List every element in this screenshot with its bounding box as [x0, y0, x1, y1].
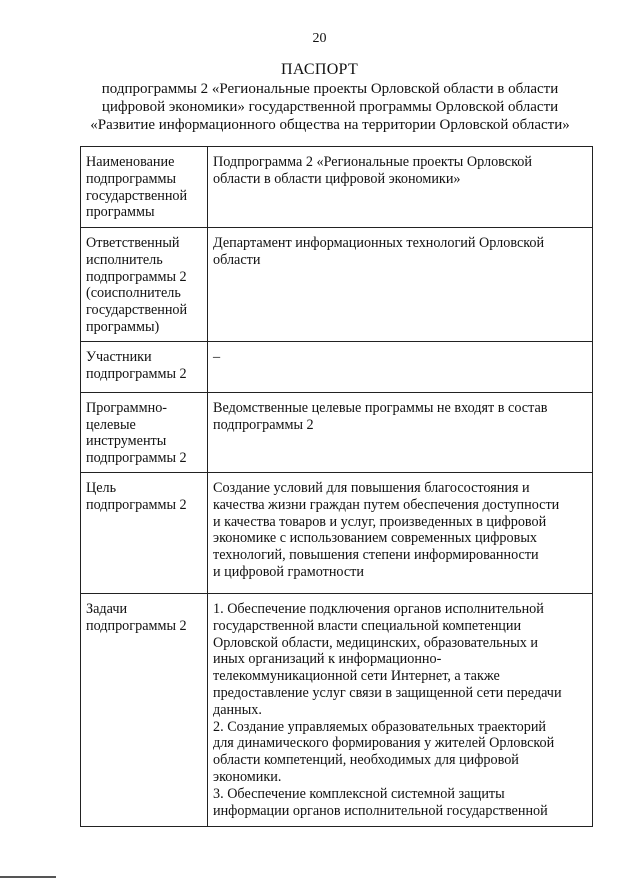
text-line: области в области цифровой экономики» — [213, 170, 461, 187]
text-line: иных организаций к информационно- — [213, 651, 442, 668]
text-line: Ответственный — [86, 235, 180, 251]
text-line: Наименование — [86, 154, 175, 170]
text-line: целевые — [86, 416, 136, 433]
text-line: подпрограммы 2 — [86, 268, 187, 285]
row-value — [208, 472, 593, 593]
row-label — [81, 593, 208, 826]
text-line: 3. Обеспечение комплексной системной защиты — [213, 785, 505, 802]
passport-table — [80, 146, 593, 827]
document-subtitle — [70, 80, 590, 134]
table-row-goal — [81, 472, 593, 593]
subtitle-line: «Развитие информационного общества на территории Орловской области» — [90, 117, 570, 133]
text-line: Создание условий для повышения благосостояния и — [213, 479, 530, 496]
text-line: предоставление услуг связи в защищенной сети передачи — [213, 684, 562, 701]
text-line: 1. Обеспечение подключения органов исполнительной — [213, 600, 544, 617]
text-line: подпрограммы 2 — [213, 416, 314, 433]
text-line: качества жизни граждан путем обеспечения доступности — [213, 496, 560, 513]
text-line: – — [213, 348, 221, 365]
text-line: Участники — [86, 348, 152, 365]
text-line: технологий, повышения степени информированности — [213, 547, 539, 564]
text-line: Ведомственные целевые программы не входят в состав — [213, 399, 548, 416]
row-label — [81, 341, 208, 392]
text-line: подпрограммы — [86, 170, 176, 187]
text-line: Департамент информационных технологий Орловской — [213, 235, 545, 251]
table-row-tasks — [81, 593, 593, 826]
page-number: 20 — [312, 31, 327, 46]
text-line: данных. — [213, 701, 262, 718]
subtitle-line: подпрограммы 2 «Региональные проекты Орловской области в области — [101, 81, 559, 97]
text-line: государственной — [86, 302, 188, 319]
text-line: области компетенций, необходимых для цифровой — [213, 752, 519, 769]
row-label — [81, 392, 208, 472]
text-line: государственной власти специальной компетенции — [213, 617, 522, 634]
row-label — [81, 147, 208, 228]
row-value — [208, 147, 593, 228]
row-value — [208, 593, 593, 826]
row-label — [81, 228, 208, 342]
text-line: подпрограммы 2 — [86, 365, 187, 382]
text-line: для динамического формирования у жителей Орловской — [213, 735, 555, 752]
text-line: Цель — [86, 479, 117, 496]
text-line: (соисполнитель — [86, 285, 181, 302]
text-line: Орловской области, медицинских, образовательных и — [213, 634, 538, 651]
text-line: и цифровой грамотности — [213, 563, 364, 580]
row-value — [208, 341, 593, 392]
text-line: программы — [86, 204, 155, 221]
text-line: 2. Создание управляемых образовательных траекторий — [213, 718, 547, 735]
subtitle-line: цифровой экономики» государственной программы Орловской области — [101, 99, 559, 115]
text-line: программы) — [86, 318, 160, 335]
text-line: Программно- — [86, 399, 168, 416]
text-line: телекоммуникационной сети Интернет, а также — [213, 668, 500, 685]
text-line: подпрограммы 2 — [86, 617, 187, 634]
row-label — [81, 472, 208, 593]
text-line: Задачи — [86, 600, 128, 617]
table-row-participants — [81, 341, 593, 392]
text-line: Подпрограмма 2 «Региональные проекты Орловской — [213, 154, 532, 170]
row-value — [208, 228, 593, 342]
text-line: инструменты — [86, 433, 167, 450]
row-value — [208, 392, 593, 472]
table-row-responsible — [81, 228, 593, 342]
text-line: экономике с использованием современных цифровых — [213, 530, 537, 547]
table-row-name — [81, 147, 593, 228]
text-line: области — [213, 251, 261, 268]
text-line: и качества товаров и услуг, произведенных в цифровой — [213, 513, 547, 530]
document-title: ПАСПОРТ — [280, 61, 359, 78]
text-line: подпрограммы 2 — [86, 450, 187, 467]
text-line: информации органов исполнительной государственной — [213, 802, 548, 819]
text-line: государственной — [86, 187, 188, 204]
text-line: экономики. — [213, 768, 282, 785]
text-line: подпрограммы 2 — [86, 496, 187, 513]
text-line: исполнитель — [86, 251, 163, 268]
page-edge-mark — [0, 876, 56, 878]
table-row-tools — [81, 392, 593, 472]
